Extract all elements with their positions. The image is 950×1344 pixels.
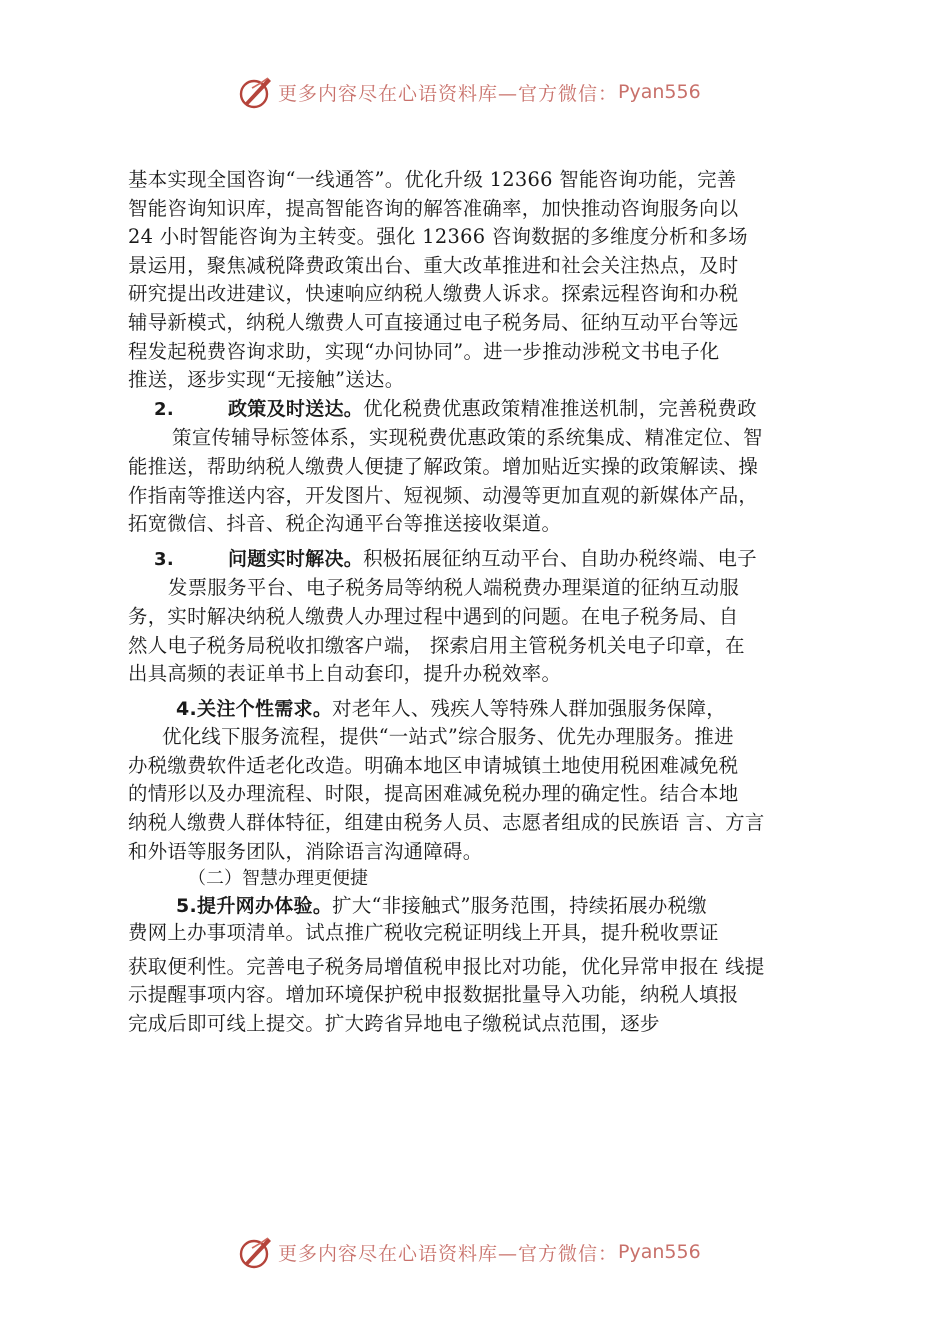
text-line: 拓宽微信、抖音、税企沟通平台等推送接收渠道。 [128, 512, 562, 536]
text-line: 策宣传辅导标签体系，实现税费优惠政策的系统集成、精准定位、智 [172, 426, 763, 450]
item-policy-delivery [128, 395, 842, 539]
header-watermark [0, 70, 950, 114]
item-number: 2. [154, 398, 174, 420]
text-line: 优化线下服务流程，提供“一站式”综合服务、优先办理服务。推进 [162, 725, 734, 749]
text-line: 基本实现全国咨询“一线通答”。优化升级 12366 智能咨询功能，完善 [128, 168, 737, 191]
item-heading: 政策及时送达。 [227, 397, 364, 420]
quill-pen-logo-icon [238, 74, 274, 110]
text-line: 辅导新模式，纳税人缴费人可直接通过电子税务局、征纳互动平台等远 [128, 310, 739, 334]
text-line: 程发起税费咨询求助，实现“办问协同”。进一步推动涉税文书电子化 [128, 339, 720, 363]
text-line: 出具高频的表证单书上自动套印，提升办税效率。 [128, 662, 562, 686]
text-line: 纳税人缴费人群体特征，组建由税务人员、志愿者组成的民族语 言、方言 [128, 811, 765, 835]
text-line: 示提醒事项内容。增加环境保护税申报数据批量导入功能，纳税人填报 [128, 983, 739, 1007]
text-line: 能推送，帮助纳税人缴费人便捷了解政策。增加贴近实操的政策解读、操 [128, 454, 759, 478]
text-line: 优化税费优惠政策精准推送机制，完善税费政 [363, 396, 757, 420]
text-line: 完成后即可线上提交。扩大跨省异地电子缴税试点范围，逐步 [128, 1012, 660, 1036]
item-first-line [128, 395, 842, 425]
footer-watermark [0, 1230, 950, 1274]
watermark-text: 更多内容尽在心语资料库—官方微信： [278, 1242, 619, 1265]
text-line: 发票服务平台、电子税务局等纳税人端税费办理渠道的征纳互动服 [168, 576, 740, 600]
text-line: 24 小时智能咨询为主转变。强化 12366 咨询数据的多维度分析和多场 [128, 225, 748, 249]
item-first-line [128, 892, 842, 921]
item-first-line [128, 695, 842, 724]
text-line: 作指南等推送内容，开发图片、短视频、动漫等更加直观的新媒体产品， [128, 483, 759, 507]
item-first-line [128, 545, 842, 575]
text-line: 景运用，聚焦减税降费政策出台、重大改革推进和社会关注热点，及时 [128, 253, 739, 277]
section-subheading: （二）智慧办理更便捷 [188, 868, 368, 890]
text-line: 积极拓展征纳互动平台、自助办税终端、电子 [363, 546, 757, 570]
text-line: 和外语等服务团队，消除语言沟通障碍。 [128, 839, 483, 863]
text-line: 对老年人、残疾人等特殊人群加强服务保障， [332, 696, 726, 720]
text-line: 然人电子税务局税收扣缴客户端， 探索启用主管税务机关电子印章，在 [128, 633, 745, 657]
quill-pen-logo-icon [238, 1234, 274, 1270]
watermark-text: 更多内容尽在心语资料库—官方微信： [278, 82, 619, 105]
item-heading: 5.提升网办体验。 [176, 895, 333, 918]
text-line: 务，实时解决纳税人缴费人办理过程中遇到的问题。在电子税务局、自 [128, 604, 739, 628]
text-line: 扩大“非接触式”服务范围，持续拓展办税缴 [332, 894, 707, 918]
text-line: 办税缴费软件适老化改造。明确本地区申请城镇土地使用税困难减免税 [128, 753, 739, 777]
item-heading: 4.关注个性需求。 [176, 697, 333, 720]
item-realtime-resolution [128, 545, 842, 689]
text-line: 研究提出改进建议，快速响应纳税人缴费人诉求。探索远程咨询和办税 [128, 282, 739, 306]
text-line: 推送，逐步实现“无接触”送达。 [128, 368, 405, 392]
text-line: 智能咨询知识库，提高智能咨询的解答准确率，加快推动咨询服务向以 [128, 196, 739, 220]
item-personal-needs [128, 695, 842, 867]
watermark-wechat: Pyan556 [618, 1241, 701, 1263]
item-number: 3. [154, 548, 174, 570]
text-line: 获取便利性。完善电子税务局增值税申报比对功能，优化异常申报在 线提 [128, 954, 765, 978]
item-online-experience [128, 892, 842, 1038]
watermark-wechat: Pyan556 [618, 81, 701, 103]
document-body [128, 166, 842, 1039]
text-line: 的情形以及办理流程、时限，提高困难减免税办理的确定性。结合本地 [128, 782, 739, 806]
text-line: 费网上办事项清单。试点推广税收完税证明线上开具，提升税收票证 [128, 920, 719, 944]
paragraph-consultation [128, 166, 842, 395]
item-heading: 问题实时解决。 [227, 547, 364, 570]
